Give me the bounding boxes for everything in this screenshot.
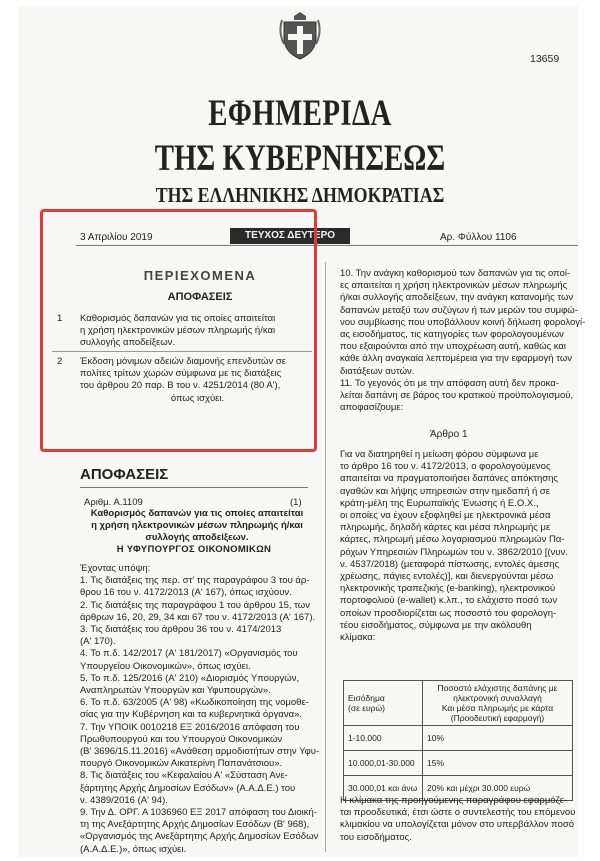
right-intro-line: 10. Την ανάγκη καθορισμού των δαπανών για τις οποί- xyxy=(340,268,571,279)
highlight-box xyxy=(40,209,317,452)
issue-date: 3 Απριλίου 2019 xyxy=(80,232,153,243)
recital-line: ν. 4389/2016 (Α' 94). xyxy=(80,794,168,806)
recital-line: 1. Τις διατάξεις της περ. στ' της παραγράφου 3 του άρ- xyxy=(80,575,310,587)
right-intro-line: λείται δαπάνη σε βάρος του κρατικού προϋπολογισμού, xyxy=(340,390,574,402)
table-cell-rate: 15% xyxy=(423,751,573,776)
recital-line: (Α.Α.Δ.Ε.)», όπως ισχύει. xyxy=(80,843,187,855)
contents-item-2-line: πολίτες τρίτων χωρών σύμφωνα με τις διατάξεις xyxy=(80,368,282,380)
recitals-text xyxy=(80,563,320,856)
article-1-line: τέου εισοδήματος, σύμφωνα με την ακόλουθη xyxy=(340,619,532,631)
recital-line: άρθρων 16, 20, 29, 34 και 67 του ν. 4172/2013 (Α' 167). xyxy=(80,611,316,623)
decision-title-line: συλλογής αποδείξεων. xyxy=(145,532,249,543)
contents-item-1-line: Καθορισμός δαπανών για τις οποίες απαιτείται xyxy=(80,313,276,324)
article-1-line: ηλεκτρονικής τραπεζικής (e-banking), ηλεκτρονικού xyxy=(340,583,556,595)
table-cell-rate: 10% xyxy=(423,726,573,751)
contents-item-2-number: 2 xyxy=(57,356,63,367)
right-intro-line: ας εισοδήματος, τις κατηγορίες των φορολογουμένων xyxy=(340,329,564,341)
table-header-row xyxy=(344,681,573,726)
scale-note-line: του εισοδήματος. xyxy=(340,831,412,843)
table-row xyxy=(344,726,573,751)
article-1-line: κάρτες, πληρωμή μέσω λογαριασμού πληρωμών Πα- xyxy=(340,534,565,546)
table-cell-rate: 20% και μέχρι 30.000 ευρώ xyxy=(423,776,573,801)
article-1-line: πληρωμής, δηλαδή κάρτες και μέσα πληρωμής με xyxy=(340,522,551,534)
right-intro-line: αποφασίζουμε: xyxy=(340,402,404,414)
scale-note-text xyxy=(340,795,575,844)
scale-note-line: Η κλίμακα της προηγούμενης παραγράφου εφαρμόζε- xyxy=(340,795,568,806)
recital-line: «Οργανισμός της Ανεξάρτητης Αρχής Δημοσίων Εσόδων xyxy=(80,831,319,843)
decision-title-line: η χρήση ηλεκτρονικών μέσων πληρωμής ή/και xyxy=(91,520,303,531)
recital-line: (Α' 170). xyxy=(80,636,116,648)
decision-number: Αριθμ. Α.1109 xyxy=(84,497,143,508)
recital-line: Αναπληρωτών Υπουργών και Υφυπουργών». xyxy=(80,685,271,697)
article-1-line: χρέωσης, πάγιες εντολές)], και διενεργούνται μέσω xyxy=(340,571,554,583)
recital-line: 8. Τις διατάξεις του «Κεφαλαίου Α' «Σύσταση Ανε- xyxy=(80,770,288,782)
recital-line: 5. Το π.δ. 125/2016 (Α' 210) «Διορισμός Υπουργών, xyxy=(80,672,300,684)
right-intro-line: διατάξεων αυτών. xyxy=(340,365,415,377)
recital-line: 4. Το π.δ. 142/2017 (Α' 181/2017) «Οργανισμός του xyxy=(80,648,298,660)
tax-scale-table xyxy=(343,680,573,801)
contents-item-2-line: όπως ισχύει. xyxy=(170,392,225,404)
right-intro-line: που εξαιρούνται από την υποχρέωση αυτή, καθώς και xyxy=(340,341,567,353)
table-header-income xyxy=(344,681,423,726)
table-header-text: ηλεκτρονική συναλλαγή xyxy=(453,693,542,703)
contents-item-2-line: του άρθρου 20 παρ. Β του ν. 4251/2014 (80 Α'), xyxy=(80,380,281,392)
article-1-line: οποίων προσδιορίζεται ως ποσοστό του φορολογη- xyxy=(340,607,557,619)
decision-index: (1) xyxy=(290,497,302,508)
table-header-text: Ποσοστό ελάχιστης δαπάνης με xyxy=(437,683,558,693)
recital-line: (Β' 3696/15.11.2016) «Ανάθεση αρμοδιοτήτων στην Υφυ- xyxy=(80,746,320,758)
recital-line: 9. Την Δ. ΟΡΓ. Α 1036960 ΕΞ 2017 απόφαση του Διοική- xyxy=(80,807,317,819)
right-intro-line: κάθε άλλη αναγκαία λεπτομέρεια για την εφαρμογή των xyxy=(340,353,573,365)
ministry-heading: Η ΥΦΥΠΟΥΡΓΟΣ ΟΙΚΟΝΟΜΙΚΩΝ xyxy=(116,544,272,555)
article-1-line: κλίμακα: xyxy=(340,632,376,644)
contents-heading: ΑΠΟΦΑΣΕΙΣ xyxy=(167,291,233,303)
recital-line: Έχοντας υπόψη: xyxy=(80,563,151,574)
page-number: 13659 xyxy=(530,53,560,65)
table-cell-income: 10.000,01-30.000 xyxy=(344,751,423,776)
recital-line: ξάρτητης Αρχής Δημοσίων Εσόδων» (Α.Α.Δ.Ε.) του xyxy=(80,782,296,794)
decision-title xyxy=(82,508,312,544)
recital-line: θρου 16 του ν. 4172/2013 (Α' 167), όπως ισχύουν. xyxy=(80,587,292,599)
contents-title: ΠΕΡΙΕΧΟΜΕΝΑ xyxy=(143,268,257,283)
issue-band: ΤΕΥΧΟΣ ΔΕΥΤΕΡΟ xyxy=(230,228,350,244)
right-intro-line: ες απαιτείται η χρήση ηλεκτρονικών μέσων πληρωμής xyxy=(340,280,568,292)
article-1-line: αγαθών και λήψης υπηρεσιών στην ημεδαπή ή σε xyxy=(340,485,551,497)
article-1-text xyxy=(340,449,575,644)
table-cell-income: 1-10.000 xyxy=(344,726,423,751)
table-header-text: Και μέσα πληρωμής με κάρτα xyxy=(441,703,554,713)
table-header-text: (σε ευρώ) xyxy=(348,703,385,713)
sheet-number: Αρ. Φύλλου 1106 xyxy=(440,232,517,243)
table-header-rate xyxy=(423,681,573,726)
article-1-line: οι οποίες να έχουν εξοφληθεί με ηλεκτρονικά μέσα xyxy=(340,510,551,522)
table-cell-income: 30.000,01 και άνω xyxy=(344,776,423,801)
recital-line: 6. Το π.δ. 63/2005 (Α' 98) «Κωδικοποίηση της νομοθε- xyxy=(80,697,309,709)
recital-line: 3. Τις διατάξεις του άρθρου 36 του ν. 4174/2013 xyxy=(80,624,282,636)
right-intro-text xyxy=(340,268,586,414)
article-1-line: απαιτείται να πραγματοποιήσει δαπάνες απόκτησης xyxy=(340,473,558,485)
article-1-line: ν. 4537/2018) (μεταφορά πίστωσης, εντολές άμεσης xyxy=(340,558,560,570)
scale-note-line: ται προοδευτικά, έτσι ώστε ο συντελεστής του επόμενου xyxy=(340,807,576,819)
article-1-line: κράτη-μέλη της Ευρωπαϊκής Ένωσης ή Ε.Ο.Χ., xyxy=(340,497,539,509)
scale-note-line: κλιμακίου να υπολογίζεται μόνον στο υπερβάλλον ποσό xyxy=(340,819,574,831)
right-intro-line: 11. Το γεγονός ότι με την απόφαση αυτή δεν προκα- xyxy=(340,377,559,389)
gazette-title-line1: ΕΦΗΜΕΡΙΔΑ xyxy=(208,93,392,134)
table-header-text: Εισόδημα xyxy=(348,693,385,703)
table-row xyxy=(344,751,573,776)
table-header-text: (Προοδευτική εφαρμογή) xyxy=(450,713,545,723)
right-intro-line: δαπανών μεταξύ των συζύγων ή των μερών του συμφώ- xyxy=(340,304,578,316)
contents-item-1-number: 1 xyxy=(57,313,63,324)
gazette-title-line2: ΤΗΣ ΚΥΒΕΡΝΗΣΕΩΣ xyxy=(154,138,446,179)
gazette-title-line3: ΤΗΣ ΕΛΛΗΝΙΚΗΣ ΔΗΜΟΚΡΑΤΙΑΣ xyxy=(155,183,445,207)
contents-item-2-line: Έκδοση μόνιμων αδειών διαμονής επενδυτών σε xyxy=(80,356,286,367)
recital-line: 7. Την ΥΠΟΙΚ 0010218 ΕΞ 2016/2016 απόφαση του xyxy=(80,721,300,733)
recital-line: 2. Τις διατάξεις της παραγράφου 1 του άρθρου 15, των xyxy=(80,599,310,611)
recital-line: πουργό Οικονομικών Αικατερίνη Παπανάτσιου». xyxy=(80,758,283,770)
decisions-rule xyxy=(80,487,308,488)
article-1-line: ρόχων Υπηρεσιών Πληρωμών του ν. 3862/2010 [(νυν. xyxy=(340,546,568,558)
recital-line: Πρωθυπουργού και του Υπουργού Οικονομικών xyxy=(80,733,283,745)
recital-line: Υπουργείου Οικονομικών», όπως ισχύει. xyxy=(80,660,251,672)
contents-item-1-line: συλλογής αποδείξεων. xyxy=(80,337,176,349)
decision-title-line: Καθορισμός δαπανών για τις οποίες απαιτείται xyxy=(90,508,304,519)
right-intro-line: ή/και συλλογής αποδείξεων, την ανάγκη κατανομής των xyxy=(340,292,574,304)
decisions-heading: ΑΠΟΦΑΣΕΙΣ xyxy=(80,466,169,483)
article-1-line: το άρθρο 16 του ν. 4172/2013, ο φορολογούμενος xyxy=(340,461,551,473)
article-1-line: Για να διατηρηθεί η μείωση φόρου σύμφωνα με xyxy=(340,449,539,460)
column-divider xyxy=(325,262,326,852)
right-intro-line: νου συμβίωσης που υποβάλλουν κοινή δήλωση φορολογί- xyxy=(340,316,586,328)
coat-of-arms-icon xyxy=(278,12,322,62)
recital-line: τη της Ανεξάρτητης Αρχής Δημοσίων Εσόδων (Β' 968), xyxy=(80,819,310,831)
contents-item-1-line: η χρήση ηλεκτρονικών μέσων πληρωμής ή/και xyxy=(80,325,276,337)
article-1-line: πορτοφολιού (e-wallet) κ.λπ., το ελάχιστο ποσό των xyxy=(340,595,558,607)
recital-line: σίας για την Κυβέρνηση και τα κυβερνητικά όργανα». xyxy=(80,709,302,721)
article-heading: Άρθρο 1 xyxy=(430,429,468,440)
